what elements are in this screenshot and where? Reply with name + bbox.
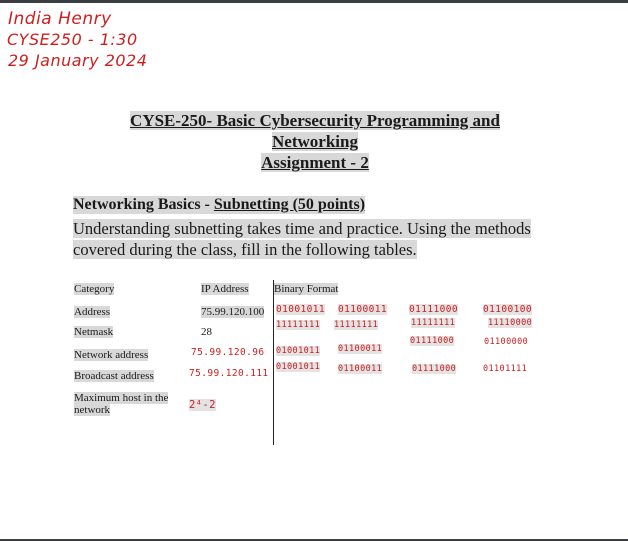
binary-network-octet-4: 01100000 xyxy=(484,337,529,347)
row-label-max-hosts-text: Maximum host in the network xyxy=(74,392,169,416)
student-name: India Henry xyxy=(8,9,112,29)
title-line-1: CYSE-250- Basic Cybersecurity Programming and xyxy=(130,111,500,130)
header-category: Category xyxy=(74,283,115,295)
binary-broadcast-octet-3: 01111000 xyxy=(412,364,457,374)
section-heading-sub: Subnetting (50 points) xyxy=(213,196,366,213)
section-body xyxy=(73,218,543,260)
section-heading-prefix: Networking Basics - xyxy=(73,196,214,213)
row-value-max-hosts: 2⁴-2 xyxy=(189,399,216,411)
row-label-max-hosts xyxy=(74,392,186,416)
table-divider xyxy=(273,280,274,445)
section-body-text: Understanding subnetting takes time and practice. Using the methods covered during the class, fill in the following tables. xyxy=(73,219,531,259)
binary-broadcast-octet-1: 01001011 xyxy=(276,362,321,372)
binary-broadcast-octet-2: 01100011 xyxy=(338,364,383,374)
binary-network-octet-2: 01100011 xyxy=(338,344,383,354)
binary-address-octet-4: 01100100 xyxy=(483,304,532,315)
binary-address-octet-2: 01100011 xyxy=(338,304,387,315)
row-ip-address: 75.99.120.100 xyxy=(201,306,265,318)
course-section: CYSE250 - 1:30 xyxy=(7,30,138,49)
row-ip-netmask: 28 xyxy=(201,326,212,338)
binary-network-octet-3: 01111000 xyxy=(410,336,455,346)
binary-netmask-octet-1: 11111111 xyxy=(276,320,321,330)
row-label-netmask: Netmask xyxy=(74,326,114,338)
title-line-3: Assignment - 2 xyxy=(261,153,369,172)
row-label-broadcast-address: Broadcast address xyxy=(74,370,154,382)
header-binary-format: Binary Format xyxy=(274,283,339,295)
row-ip-broadcast-address: 75.99.120.111 xyxy=(189,368,269,379)
binary-netmask-octet-4: 11110000 xyxy=(488,318,533,328)
assignment-title xyxy=(100,110,530,173)
top-border xyxy=(0,0,628,3)
section-heading xyxy=(73,196,365,214)
header-ip-address: IP Address xyxy=(201,283,249,295)
binary-netmask-octet-3: 11111111 xyxy=(411,318,456,328)
title-line-2: Networking xyxy=(272,132,358,151)
binary-address-octet-1: 01001011 xyxy=(276,304,325,315)
binary-broadcast-octet-4: 01101111 xyxy=(483,364,528,374)
row-label-address: Address xyxy=(74,306,111,318)
binary-address-octet-3: 01111000 xyxy=(409,304,458,315)
binary-netmask-octet-2: 11111111 xyxy=(334,320,379,330)
binary-network-octet-1: 01001011 xyxy=(276,346,321,356)
submission-date: 29 January 2024 xyxy=(8,51,148,70)
row-label-network-address: Network address xyxy=(74,349,149,361)
row-ip-network-address: 75.99.120.96 xyxy=(191,347,265,358)
